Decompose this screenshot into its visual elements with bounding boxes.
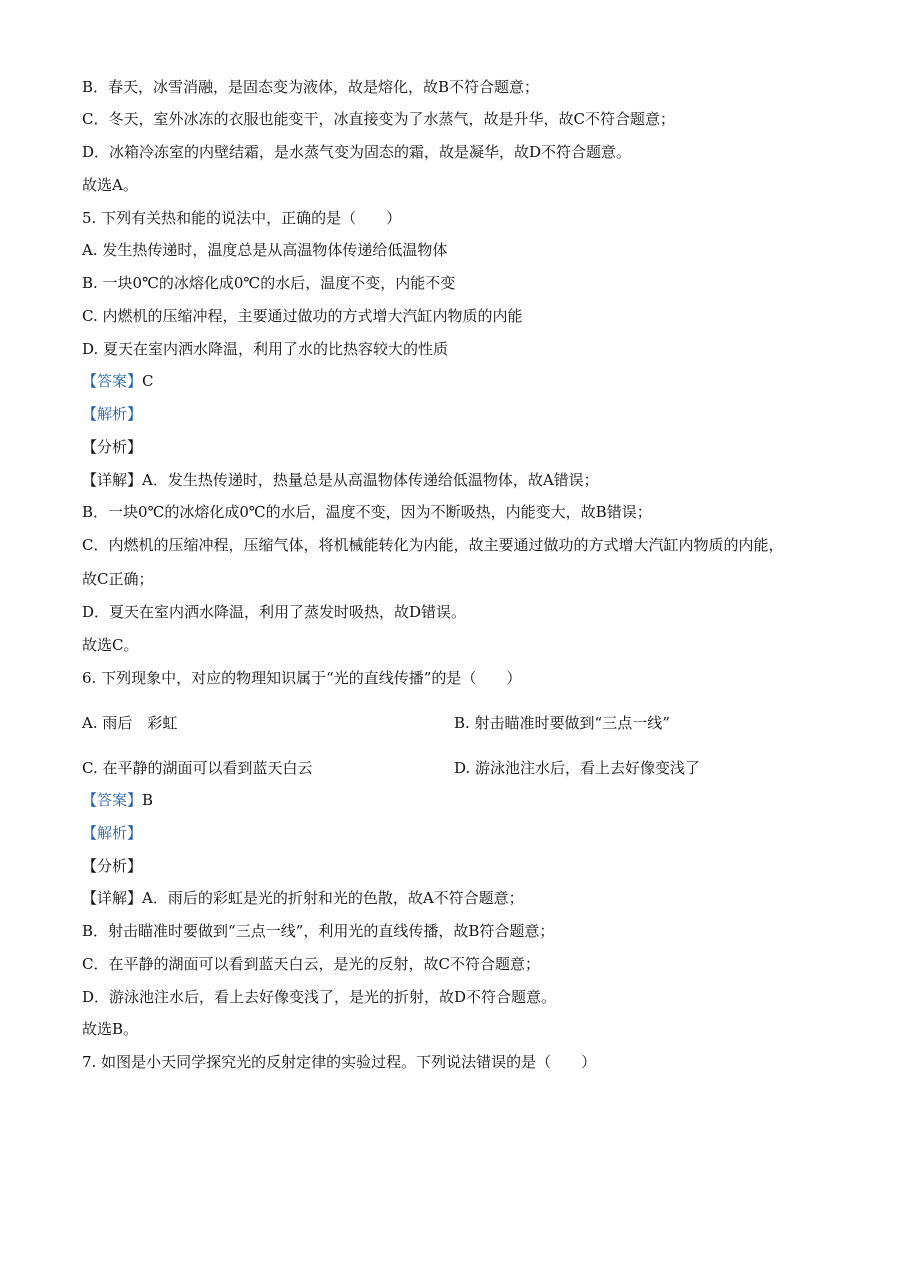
- q4-explanation-c: C．冬天，室外冰冻的衣服也能变干，冰直接变为了水蒸气，故是升华，故C不符合题意；: [82, 110, 675, 128]
- answer-value: B: [142, 791, 154, 809]
- q6-option-b: B. 射击瞄准时要做到“三点一线”: [454, 714, 670, 732]
- q5-option-b: B. 一块0℃的冰熔化成0℃的水后，温度不变，内能不变: [82, 274, 456, 292]
- q5-detail-d: D．夏天在室内洒水降温，利用了蒸发时吸热，故D错误。: [82, 603, 467, 621]
- answer-tag: 【答案】: [82, 791, 143, 809]
- q5-choice: 故选C。: [82, 636, 139, 654]
- q5-fenxi: 【分析】: [82, 438, 143, 456]
- q6-analysis-tag: 【解析】: [82, 824, 143, 842]
- q5-answer: [82, 371, 154, 391]
- q5-analysis-tag: 【解析】: [82, 405, 143, 423]
- q6-detail-b: B．射击瞄准时要做到“三点一线”，利用光的直线传播，故B符合题意；: [82, 922, 555, 940]
- q6-detail-a: 【详解】A．雨后的彩虹是光的折射和光的色散，故A不符合题意；: [82, 889, 524, 907]
- q4-choice: 故选A。: [82, 176, 138, 194]
- q5-detail-a: 【详解】A．发生热传递时，热量总是从高温物体传递给低温物体，故A错误；: [82, 471, 599, 489]
- q7-stem: 7. 如图是小天同学探究光的反射定律的实验过程。下列说法错误的是（ ）: [82, 1053, 597, 1071]
- q5-option-c: C. 内燃机的压缩冲程，主要通过做功的方式增大汽缸内物质的内能: [82, 307, 523, 325]
- q5-detail-b: B．一块0℃的冰熔化成0℃的水后，温度不变，因为不断吸热，内能变大，故B错误；: [82, 503, 652, 521]
- answer-tag: 【答案】: [82, 372, 143, 390]
- q4-explanation-d: D．冰箱冷冻室的内壁结霜，是水蒸气变为固态的霜，故是凝华，故D不符合题意。: [82, 143, 632, 161]
- q6-option-d: D. 游泳池注水后，看上去好像变浅了: [454, 759, 701, 777]
- q5-stem: 5. 下列有关热和能的说法中，正确的是（ ）: [82, 209, 402, 227]
- answer-value: C: [142, 372, 154, 390]
- q5-option-d: D. 夏天在室内洒水降温，利用了水的比热容较大的性质: [82, 340, 449, 358]
- q6-option-c: C. 在平静的湖面可以看到蓝天白云: [82, 759, 313, 777]
- q6-detail-c: C．在平静的湖面可以看到蓝天白云，是光的反射，故C不符合题意；: [82, 955, 540, 973]
- q6-option-a: A. 雨后 彩虹: [82, 714, 178, 732]
- q6-fenxi: 【分析】: [82, 857, 143, 875]
- q5-option-a: A. 发生热传递时，温度总是从高温物体传递给低温物体: [82, 241, 448, 259]
- q6-stem: 6. 下列现象中，对应的物理知识属于“光的直线传播”的是（ ）: [82, 669, 522, 687]
- q4-explanation-b: B．春天，冰雪消融，是固态变为液体，故是熔化，故B不符合题意；: [82, 78, 540, 96]
- q6-detail-d: D．游泳池注水后，看上去好像变浅了，是光的折射，故D不符合题意。: [82, 988, 557, 1006]
- q6-answer: [82, 790, 153, 810]
- q5-detail-c: C．内燃机的压缩冲程，压缩气体，将机械能转化为内能，故主要通过做功的方式增大汽缸内物质的内能，: [82, 536, 784, 554]
- q6-choice: 故选B。: [82, 1020, 139, 1038]
- q5-detail-c-cont: 故C正确；: [82, 570, 154, 588]
